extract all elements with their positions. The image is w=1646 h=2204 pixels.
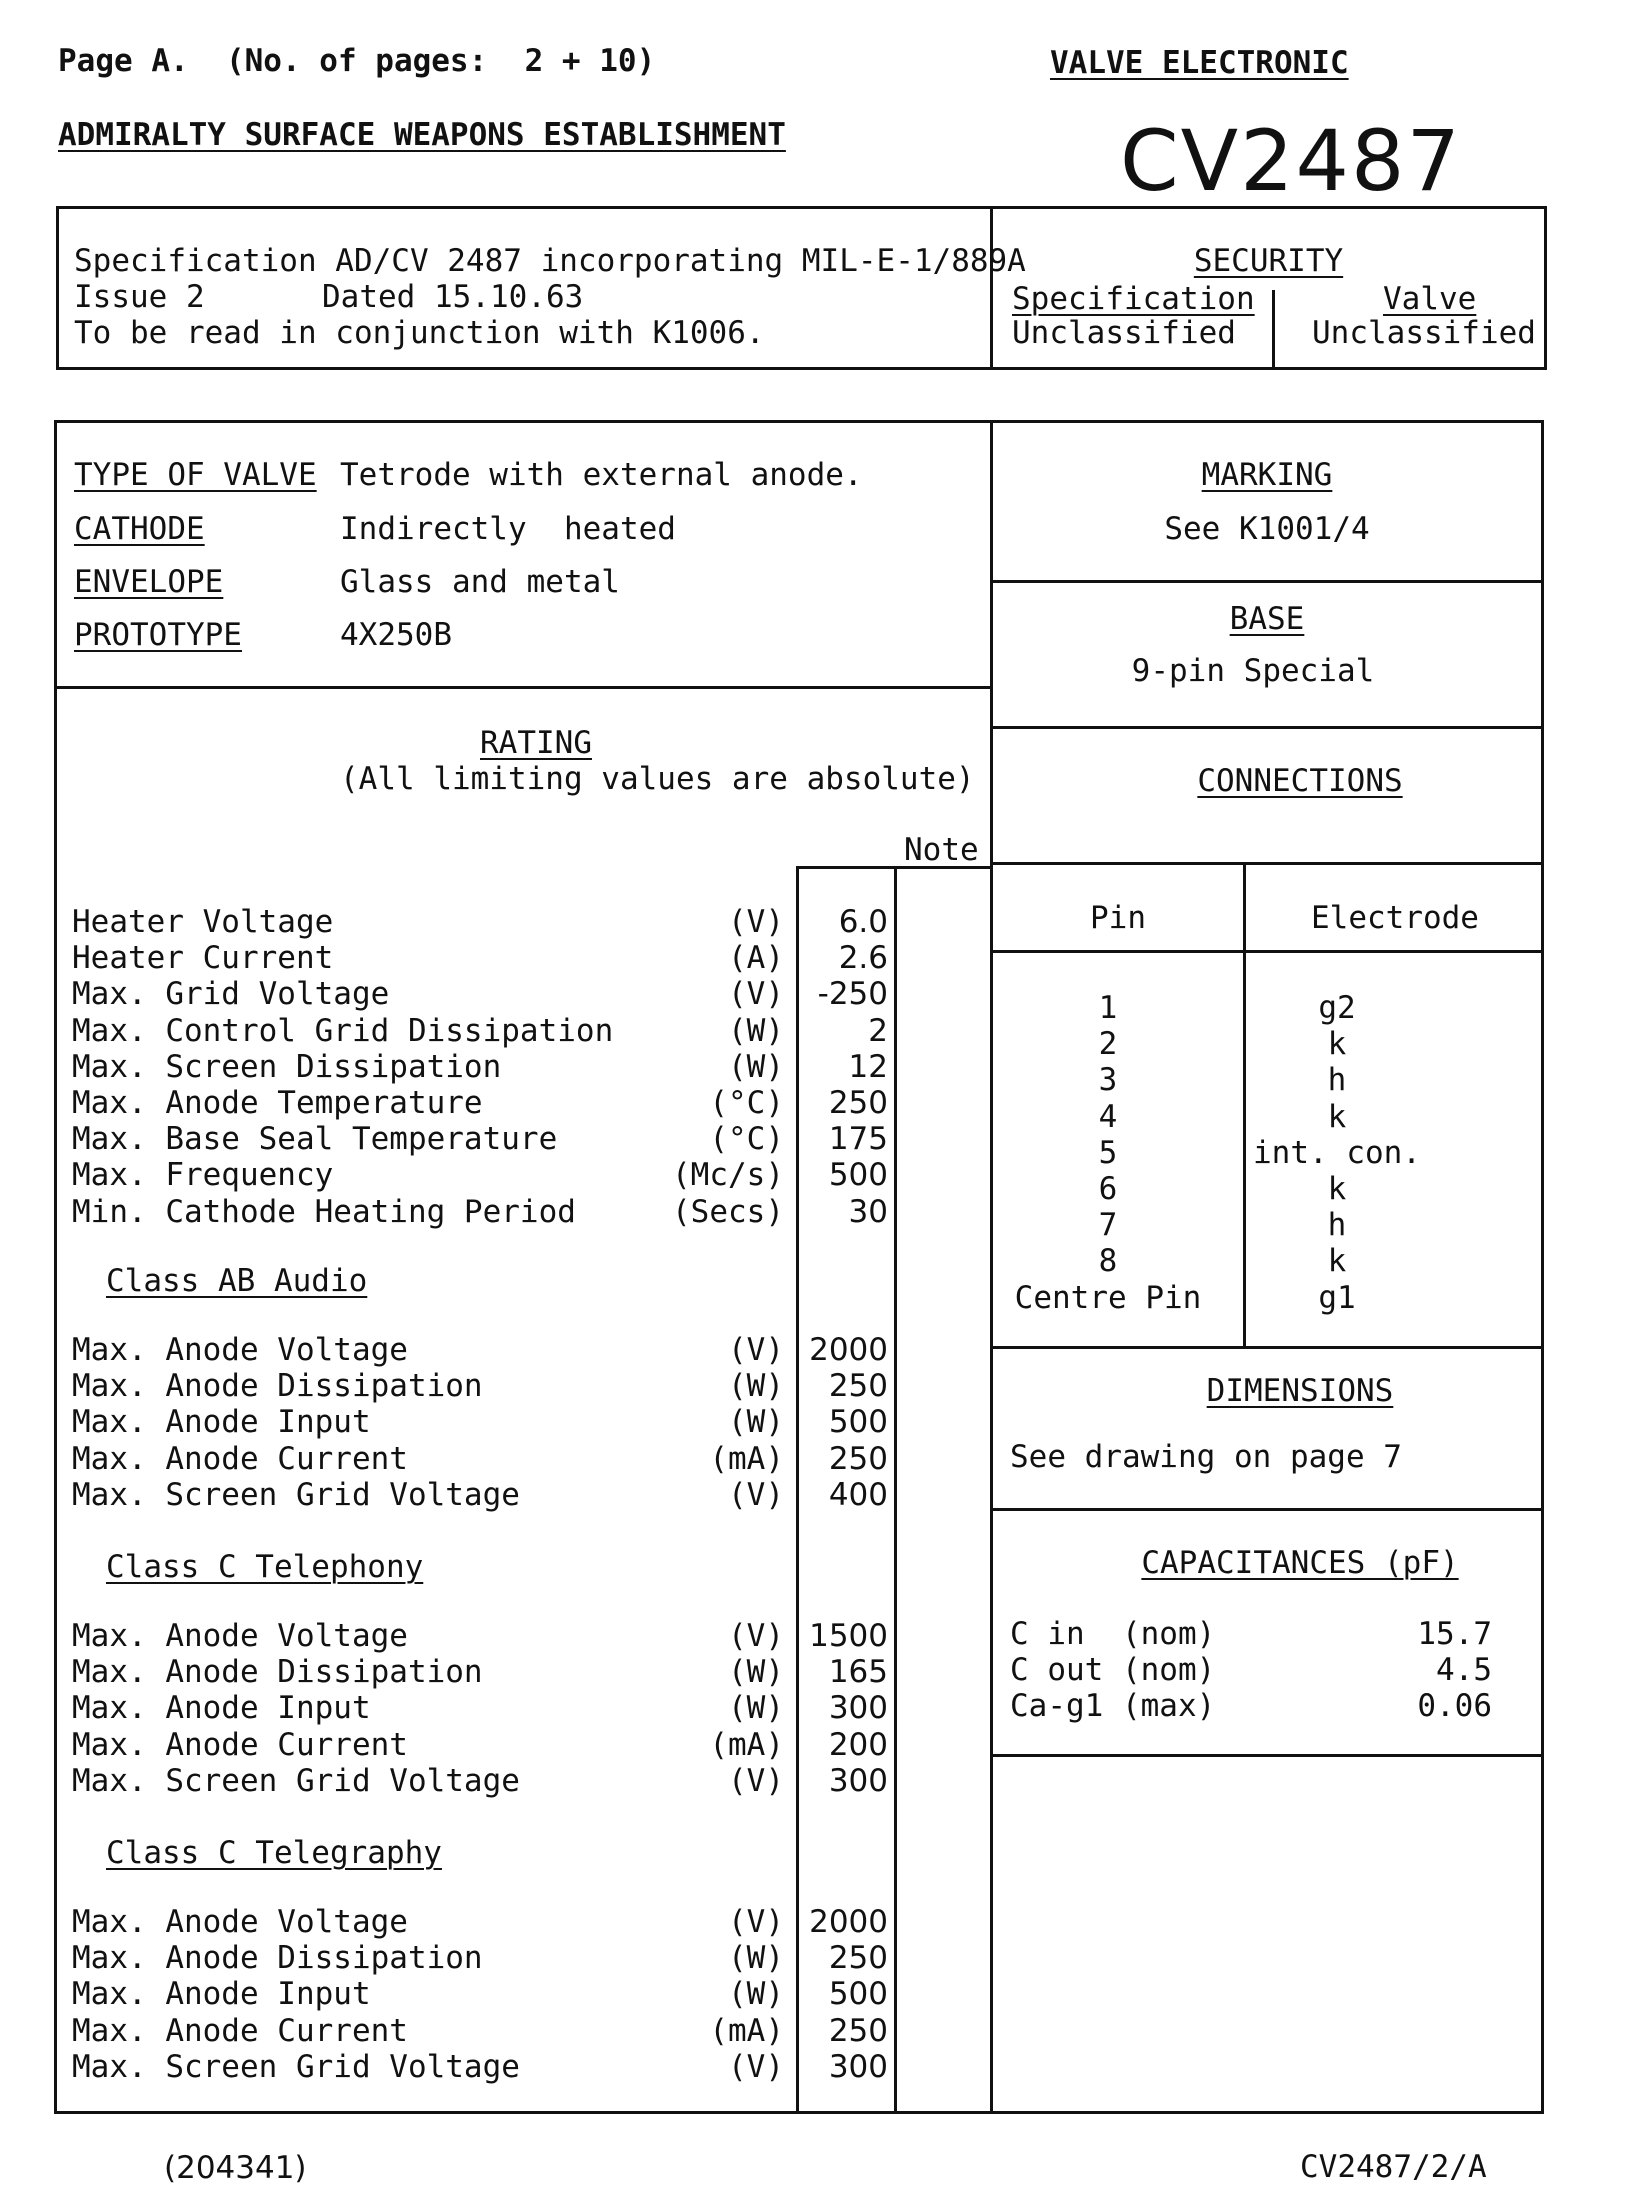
security-title: SECURITY bbox=[1193, 243, 1344, 279]
pin-cell: 5 bbox=[1098, 1134, 1118, 1171]
rating-value: 500 bbox=[828, 1404, 888, 1441]
security-valve-value: Unclassified bbox=[1312, 315, 1536, 351]
rating-label: Max. Screen Grid Voltage bbox=[72, 2048, 520, 2085]
class-ab-title: Class AB Audio bbox=[106, 1263, 368, 1299]
rating-label: Max. Anode Temperature bbox=[72, 1084, 483, 1121]
rating-title: RATING bbox=[480, 725, 592, 761]
capacitance-label: C out (nom) bbox=[1010, 1652, 1216, 1689]
rating-label: Max. Anode Voltage bbox=[72, 1904, 408, 1940]
rating-value: 250 bbox=[828, 1084, 888, 1121]
capacitances-title: CAPACITANCES (pF) bbox=[1141, 1545, 1459, 1581]
pin-cell: 2 bbox=[1098, 1026, 1118, 1063]
rating-unit: (W) bbox=[728, 1048, 784, 1085]
spec-line1: Specification AD/CV 2487 incorporating MIL-E-1/889A bbox=[74, 243, 1026, 279]
rating-label: Max. Anode Input bbox=[72, 1976, 371, 2013]
capacitance-values bbox=[1330, 1616, 1492, 1725]
pin-cell: 4 bbox=[1098, 1098, 1118, 1135]
type-label: TYPE OF VALVE bbox=[74, 457, 317, 493]
rating-value: 250 bbox=[828, 1368, 888, 1405]
class-c-telegraphy-values bbox=[800, 1904, 888, 2085]
rating-label: Max. Screen Dissipation bbox=[72, 1048, 502, 1085]
general-values bbox=[800, 904, 888, 1230]
electrode-cell: k bbox=[1327, 1026, 1347, 1063]
rating-unit: (mA) bbox=[709, 1726, 784, 1763]
rating-unit: (W) bbox=[728, 1976, 784, 2013]
rating-label: Max. Anode Current bbox=[72, 1440, 408, 1477]
class-ab-units bbox=[620, 1332, 784, 1513]
class-ab-labels bbox=[72, 1332, 520, 1513]
rating-subtitle: (All limiting values are absolute) bbox=[340, 761, 975, 797]
rating-value: 6.0 bbox=[838, 904, 888, 940]
electrode-cell: g2 bbox=[1318, 990, 1356, 1026]
cathode-value: Indirectly heated bbox=[340, 511, 676, 547]
rating-unit: (W) bbox=[728, 1940, 784, 1977]
rating-label: Max. Anode Dissipation bbox=[72, 1654, 483, 1691]
rating-value: 400 bbox=[828, 1476, 888, 1513]
rating-unit: (W) bbox=[728, 1654, 784, 1691]
electrode-cell: k bbox=[1327, 1170, 1347, 1207]
electrode-cell: k bbox=[1327, 1243, 1347, 1280]
electrode-cell: k bbox=[1327, 1098, 1347, 1135]
rating-label: Max. Anode Current bbox=[72, 1726, 408, 1763]
rating-value: 165 bbox=[828, 1654, 888, 1691]
rating-unit: (V) bbox=[728, 1332, 784, 1368]
prototype-label: PROTOTYPE bbox=[74, 617, 242, 653]
cathode-label: CATHODE bbox=[74, 511, 205, 547]
rating-value: 200 bbox=[828, 1726, 888, 1763]
rating-label: Max. Screen Grid Voltage bbox=[72, 1476, 520, 1513]
spec-dated: Dated 15.10.63 bbox=[322, 279, 584, 315]
security-spec-label: Specification bbox=[1012, 281, 1255, 317]
connections-title: CONNECTIONS bbox=[1197, 763, 1403, 799]
pin-header: Pin bbox=[1090, 900, 1146, 936]
electrode-header: Electrode bbox=[1311, 900, 1479, 936]
type-value: Tetrode with external anode. bbox=[340, 457, 863, 493]
rating-unit: (W) bbox=[728, 1690, 784, 1727]
rating-value: -250 bbox=[817, 976, 888, 1013]
general-labels bbox=[72, 904, 613, 1230]
rating-value: 175 bbox=[828, 1121, 888, 1158]
class-c-telegraphy-labels bbox=[72, 1904, 520, 2085]
general-units bbox=[620, 904, 784, 1230]
rating-label: Max. Control Grid Dissipation bbox=[72, 1012, 614, 1049]
note-header: Note bbox=[904, 832, 979, 868]
rating-label: Max. Anode Input bbox=[72, 1404, 371, 1441]
electrode-cell: g1 bbox=[1318, 1279, 1356, 1316]
marking-title: MARKING bbox=[1201, 457, 1333, 493]
base-title: BASE bbox=[1229, 601, 1305, 637]
envelope-value: Glass and metal bbox=[340, 564, 620, 600]
prototype-value: 4X250B bbox=[340, 617, 452, 653]
spec-line3: To be read in conjunction with K1006. bbox=[74, 315, 765, 351]
class-c-telephony-labels bbox=[72, 1618, 520, 1799]
rating-label: Max. Grid Voltage bbox=[72, 976, 390, 1013]
rating-label: Max. Anode Voltage bbox=[72, 1332, 408, 1368]
capacitance-value: 15.7 bbox=[1417, 1616, 1492, 1652]
rating-unit: (V) bbox=[728, 2048, 784, 2085]
rating-label: Max. Anode Dissipation bbox=[72, 1940, 483, 1977]
rating-unit: (A) bbox=[728, 940, 784, 977]
org-name: ADMIRALTY SURFACE WEAPONS ESTABLISHMENT bbox=[58, 117, 786, 153]
envelope-label: ENVELOPE bbox=[74, 564, 224, 600]
page-label: Page A. (No. of pages: 2 + 10) bbox=[58, 43, 656, 79]
rating-unit: (V) bbox=[728, 1618, 784, 1654]
rating-value: 300 bbox=[828, 1762, 888, 1799]
rating-value: 12 bbox=[848, 1048, 888, 1085]
class-c-telephony-units bbox=[620, 1618, 784, 1799]
security-valve-label: Valve bbox=[1383, 281, 1477, 317]
pin-list bbox=[993, 990, 1223, 1316]
valve-code: CV2487 bbox=[1120, 112, 1462, 210]
dimensions-value: See drawing on page 7 bbox=[1010, 1439, 1402, 1475]
rating-value: 2 bbox=[868, 1012, 888, 1049]
base-value: 9-pin Special bbox=[1131, 653, 1375, 689]
rating-value: 1500 bbox=[809, 1618, 888, 1654]
category-label: VALVE ELECTRONIC bbox=[1050, 45, 1349, 81]
pin-cell: Centre Pin bbox=[1014, 1279, 1202, 1316]
pin-cell: 8 bbox=[1098, 1243, 1118, 1280]
rating-label: Max. Anode Input bbox=[72, 1690, 371, 1727]
pin-cell: 7 bbox=[1098, 1207, 1118, 1244]
class-c-telegraphy-units bbox=[620, 1904, 784, 2085]
rating-value: 250 bbox=[828, 1940, 888, 1977]
rating-unit: (mA) bbox=[709, 1440, 784, 1477]
electrode-list bbox=[1246, 990, 1428, 1316]
pin-cell: 1 bbox=[1098, 990, 1118, 1026]
rating-unit: (Secs) bbox=[672, 1193, 784, 1230]
rating-label: Max. Anode Dissipation bbox=[72, 1368, 483, 1405]
rating-value: 300 bbox=[828, 2048, 888, 2085]
security-spec-value: Unclassified bbox=[1012, 315, 1236, 351]
pin-cell: 6 bbox=[1098, 1170, 1118, 1207]
electrode-cell: h bbox=[1327, 1207, 1347, 1244]
rating-unit: (Mc/s) bbox=[672, 1157, 784, 1194]
marking-value: See K1001/4 bbox=[1164, 511, 1370, 547]
capacitance-labels bbox=[1010, 1616, 1215, 1725]
class-ab-values bbox=[800, 1332, 888, 1513]
rating-unit: (W) bbox=[728, 1012, 784, 1049]
rating-value: 2.6 bbox=[838, 940, 888, 977]
rating-unit: (W) bbox=[728, 1404, 784, 1441]
capacitance-value: 0.06 bbox=[1417, 1688, 1492, 1725]
rating-label: Max. Screen Grid Voltage bbox=[72, 1762, 520, 1799]
rating-unit: (V) bbox=[728, 1762, 784, 1799]
rating-unit: (V) bbox=[728, 976, 784, 1013]
rating-label: Max. Base Seal Temperature bbox=[72, 1121, 558, 1158]
rating-unit: (V) bbox=[728, 1476, 784, 1513]
rating-value: 2000 bbox=[809, 1332, 888, 1368]
rating-label: Max. Anode Current bbox=[72, 2012, 408, 2049]
rating-label: Max. Frequency bbox=[72, 1157, 334, 1194]
electrode-cell: h bbox=[1327, 1062, 1347, 1099]
pin-cell: 3 bbox=[1098, 1062, 1118, 1099]
rating-value: 300 bbox=[828, 1690, 888, 1727]
rating-unit: (V) bbox=[728, 904, 784, 940]
rating-value: 500 bbox=[828, 1976, 888, 2013]
footer-doc-code: CV2487/2/A bbox=[1300, 2149, 1487, 2185]
class-c-telephony-values bbox=[800, 1618, 888, 1799]
spec-issue: Issue 2 bbox=[74, 279, 205, 315]
capacitance-label: Ca-g1 (max) bbox=[1010, 1688, 1216, 1725]
rating-label: Max. Anode Voltage bbox=[72, 1618, 408, 1654]
dimensions-title: DIMENSIONS bbox=[1206, 1373, 1394, 1409]
class-c-telephony-title: Class C Telephony bbox=[106, 1549, 424, 1585]
rating-value: 500 bbox=[828, 1157, 888, 1194]
rating-unit: (°C) bbox=[709, 1121, 784, 1158]
rating-value: 2000 bbox=[809, 1904, 888, 1940]
electrode-cell: int. con. bbox=[1253, 1134, 1421, 1171]
capacitance-value: 4.5 bbox=[1436, 1652, 1492, 1689]
rating-value: 250 bbox=[828, 2012, 888, 2049]
footer-ref: (204341) bbox=[164, 2150, 307, 2186]
rating-label: Min. Cathode Heating Period bbox=[72, 1193, 576, 1230]
class-c-telegraphy-title: Class C Telegraphy bbox=[106, 1835, 442, 1871]
rating-unit: (°C) bbox=[709, 1084, 784, 1121]
rating-value: 250 bbox=[828, 1440, 888, 1477]
rating-unit: (mA) bbox=[709, 2012, 784, 2049]
capacitance-label: C in (nom) bbox=[1010, 1616, 1216, 1652]
rating-value: 30 bbox=[848, 1193, 888, 1230]
rating-label: Heater Current bbox=[72, 940, 334, 977]
rating-label: Heater Voltage bbox=[72, 904, 334, 940]
rating-unit: (V) bbox=[728, 1904, 784, 1940]
rating-unit: (W) bbox=[728, 1368, 784, 1405]
